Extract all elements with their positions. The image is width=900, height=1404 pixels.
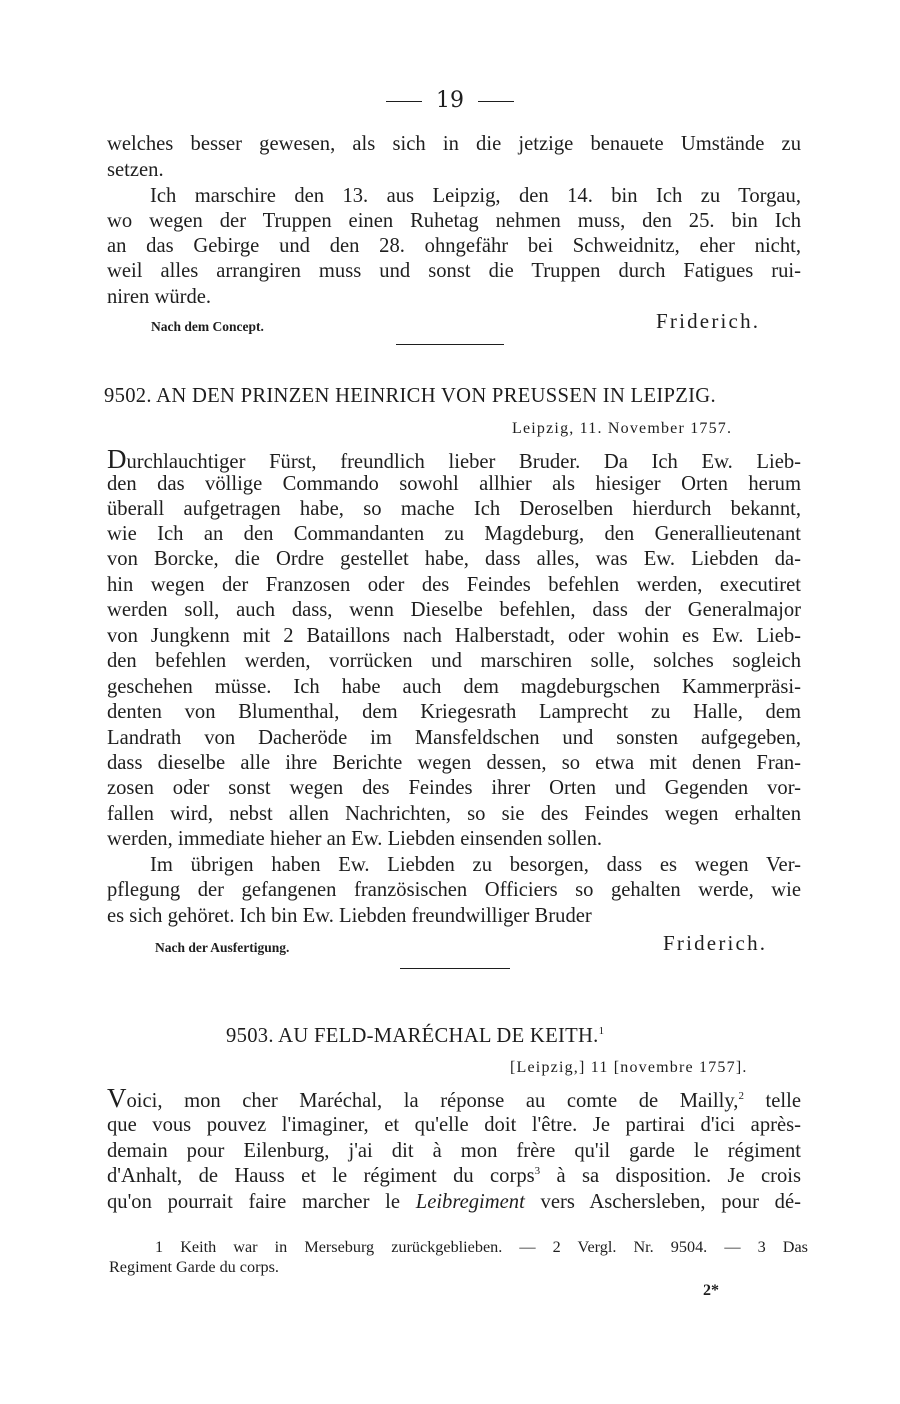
line-text: vers Aschersleben, pour dé- — [524, 1191, 801, 1213]
page-number — [0, 86, 900, 116]
signature: Friderich. — [656, 309, 761, 333]
text-line: setzen. — [107, 159, 164, 181]
text-line: zosen oder sonst wegen des Feindes ihrer Orten und Gegenden vor- — [107, 777, 801, 799]
text-line: Im übrigen haben Ew. Liebden zu besorgen, dass es wegen Ver- — [150, 854, 801, 876]
dropcap: D — [107, 444, 127, 474]
line-text: à sa disposition. Je crois — [540, 1165, 802, 1187]
text-line — [107, 1164, 801, 1189]
heading-text: 9503. AU FELD-MARÉCHAL DE KEITH. — [226, 1025, 599, 1047]
line-text: urchlauchtiger Fürst, freundlich lieber Bruder. Da Ich Ew. Lieb- — [126, 451, 801, 473]
text-line: Landrath von Dacheröde im Mansfeldschen und sonsten aufgegeben, — [107, 727, 801, 749]
footnote-line: 1 Keith war in Merseburg zurückgeblieben. — 2 Vergl. Nr. 9504. — 3 Das — [155, 1238, 808, 1256]
text-line: pflegung der gefangenen französischen Officiers so gehalten werde, wie — [107, 879, 801, 901]
italic-term: Leibregiment — [415, 1191, 525, 1213]
dropcap: V — [107, 1083, 127, 1113]
text-line: Ich marschire den 13. aus Leipzig, den 14. bin Ich zu Torgau, — [150, 185, 801, 207]
footnote-ref: 1 — [598, 1025, 605, 1038]
section-divider — [396, 344, 504, 345]
text-line: weil alles arrangiren muss und sonst die Truppen durch Fatigues rui- — [107, 260, 801, 282]
page-number-dash-left — [386, 101, 422, 102]
text-line: es sich gehöret. Ich bin Ew. Liebden freundwilliger Bruder — [107, 905, 592, 927]
text-line: werden soll, auch dass, wenn Dieselbe befehlen, dass der Generalmajor — [107, 599, 801, 621]
text-line: dass dieselbe alle ihre Berichte wegen dessen, so etwa mit denen Fran- — [107, 752, 801, 774]
text-line: an das Gebirge und den 28. ohngefähr bei Schweidnitz, eher nicht, — [107, 235, 801, 257]
page-number-dash-right — [478, 101, 514, 102]
source-note: Nach der Ausfertigung. — [155, 940, 290, 955]
page-number-text: 19 — [436, 88, 464, 113]
source-note: Nach dem Concept. — [151, 319, 264, 334]
text-line: überall aufgetragen habe, so mache Ich Deroselben hierdurch bekannt, — [107, 498, 801, 520]
text-line: hin wegen der Franzosen oder des Feindes befehlen werden, executiret — [107, 574, 801, 596]
printer-signature-mark: 2* — [703, 1282, 719, 1299]
text-line: geschehen müsse. Ich habe auch dem magdeburgschen Kammerpräsi- — [107, 676, 801, 698]
text-line: werden, immediate hieher an Ew. Liebden einsenden sollen. — [107, 828, 603, 850]
line-text: d'Anhalt, de Hauss et le régiment du corps — [107, 1165, 535, 1187]
section-divider — [400, 968, 510, 969]
dateline-9503: [Leipzig,] 11 [novembre 1757]. — [510, 1059, 748, 1076]
footnote-ref: 2 — [738, 1090, 744, 1103]
text-line: den das völlige Commando sowohl allhier als hiesiger Orten herum — [107, 473, 801, 495]
text-line: demain pour Eilenburg, j'ai dit à mon frère qu'il garde le régiment — [107, 1140, 801, 1162]
line-text: telle — [743, 1090, 801, 1112]
text-line: den befehlen werden, vorrücken und marschiren solle, solches sogleich — [107, 650, 801, 672]
text-line: que vous pouvez l'imaginer, et qu'elle doit l'être. Je partirai d'ici après- — [107, 1114, 801, 1136]
footnote-line: Regiment Garde du corps. — [109, 1258, 279, 1276]
text-line: wie Ich an den Commandanten zu Magdeburg, den Generallieutenant — [107, 523, 801, 545]
line-text: oici, mon cher Maréchal, la réponse au comte de Mailly, — [126, 1090, 739, 1112]
dateline-9502: Leipzig, 11. November 1757. — [512, 420, 733, 437]
text-line: wo wegen der Truppen einen Ruhetag nehmen muss, den 25. bin Ich — [107, 210, 801, 232]
text-line: fallen wird, nebst allen Nachrichten, so sie des Feindes wegen erhalten — [107, 803, 801, 825]
line-text: qu'on pourrait faire marcher le — [107, 1191, 416, 1213]
text-line: welches besser gewesen, als sich in die jetzige benauete Umstände zu — [107, 133, 801, 155]
text-line: niren würde. — [107, 286, 212, 308]
signature: Friderich. — [663, 931, 768, 955]
text-line: denten von Blumenthal, dem Kriegesrath Lamprecht zu Halle, dem — [107, 701, 801, 723]
text-line — [107, 1083, 801, 1113]
text-line: von Jungkenn mit 2 Bataillons nach Halberstadt, oder wohin es Ew. Lieb- — [107, 625, 801, 647]
letter-heading-9503 — [226, 1023, 604, 1049]
text-line — [107, 444, 801, 474]
footnote-ref: 3 — [534, 1165, 541, 1178]
text-line: von Borcke, die Ordre gestellet habe, dass alles, was Ew. Liebden da- — [107, 548, 801, 570]
text-line — [107, 1190, 801, 1215]
letter-heading-9502: 9502. AN DEN PRINZEN HEINRICH VON PREUSSEN IN LEIPZIG. — [104, 385, 716, 407]
